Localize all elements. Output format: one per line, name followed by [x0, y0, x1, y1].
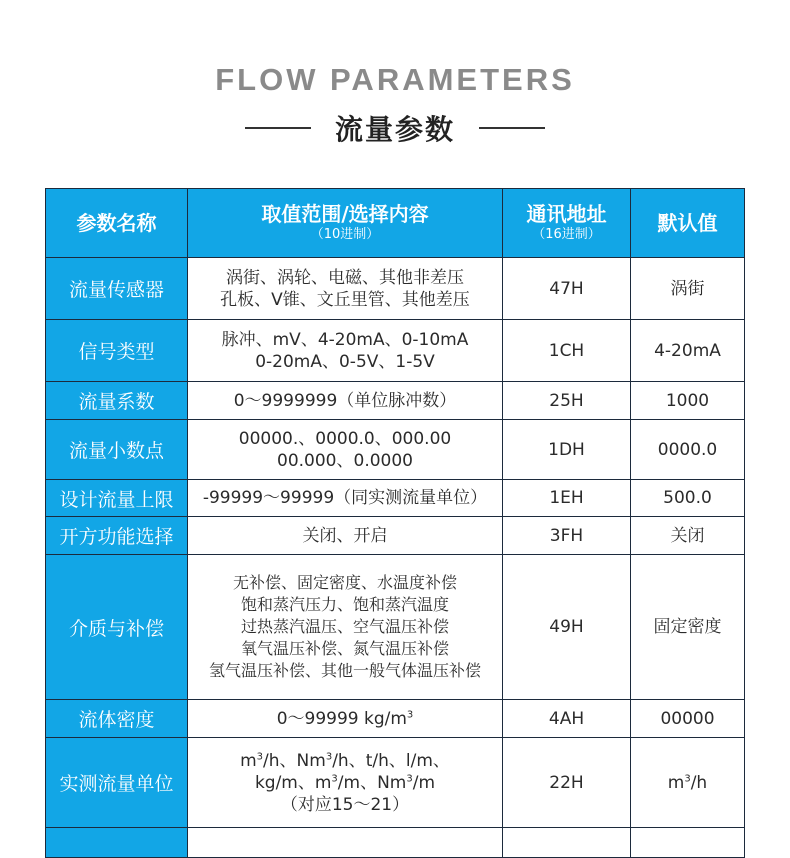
row-name: 信号类型: [46, 320, 188, 382]
row-default: 固定密度: [631, 555, 745, 700]
parameter-table: [45, 188, 745, 858]
row-address: [503, 828, 631, 858]
row-address: 49H: [503, 555, 631, 700]
header-address: 通讯地址 （16进制）: [503, 189, 631, 258]
row-default: 4-20mA: [631, 320, 745, 382]
row-default: 涡街: [631, 258, 745, 320]
table-row: [46, 738, 745, 828]
row-address: 3FH: [503, 517, 631, 555]
header-default: 默认值: [631, 189, 745, 258]
row-range: 00000.、0000.0、000.00 00.000、0.0000: [188, 420, 503, 480]
table-row: [46, 382, 745, 420]
table-row: [46, 320, 745, 382]
table-row-partial: [46, 828, 745, 858]
row-name: 流量小数点: [46, 420, 188, 480]
row-name: 实测流量单位: [46, 738, 188, 828]
row-default: 关闭: [631, 517, 745, 555]
row-range: 脉冲、mV、4-20mA、0-10mA 0-20mA、0-5V、1-5V: [188, 320, 503, 382]
row-name: [46, 828, 188, 858]
table-row: [46, 517, 745, 555]
title-rule-left: [245, 127, 311, 129]
table-row: [46, 420, 745, 480]
row-address: 47H: [503, 258, 631, 320]
table-header-row: [46, 189, 745, 258]
row-default: [631, 828, 745, 858]
row-range: [188, 828, 503, 858]
title-rule-right: [479, 127, 545, 129]
row-range: 涡街、涡轮、电磁、其他非差压 孔板、V锥、文丘里管、其他差压: [188, 258, 503, 320]
title-chinese-row: [0, 106, 790, 150]
header-range-note: （10进制）: [310, 227, 380, 242]
row-range: -99999～99999（同实测流量单位）: [188, 480, 503, 517]
row-range: 关闭、开启: [188, 517, 503, 555]
row-range: 0～9999999（单位脉冲数）: [188, 382, 503, 420]
table-row: [46, 258, 745, 320]
header-address-note: （16进制）: [532, 227, 601, 242]
row-name: 设计流量上限: [46, 480, 188, 517]
row-address: 1DH: [503, 420, 631, 480]
row-name: 开方功能选择: [46, 517, 188, 555]
title-chinese: 流量参数: [334, 113, 455, 146]
row-default: 0000.0: [631, 420, 745, 480]
header-name: 参数名称: [46, 189, 188, 258]
row-address: 4AH: [503, 700, 631, 738]
header-range: 取值范围/选择内容 （10进制）: [188, 189, 503, 258]
row-default: 1000: [631, 382, 745, 420]
row-name: 流量系数: [46, 382, 188, 420]
row-address: 1CH: [503, 320, 631, 382]
row-address: 1EH: [503, 480, 631, 517]
title-english: FLOW PARAMETERS: [215, 62, 575, 97]
row-range: 0～99999 $kg/m^3$: [188, 700, 503, 738]
row-range: $m^3/h$、Nm$^3$/h、t/h、l/m、 kg/m、$m^3/m$、Nm$^3$/m （对应15～21）: [188, 738, 503, 828]
table-row: [46, 555, 745, 700]
row-range: 无补偿、固定密度、水温度补偿 饱和蒸汽压力、饱和蒸汽温度 过热蒸汽温压、空气温压补偿 氧气温压补偿、氮气温压补偿 氢气温压补偿、其他一般气体温压补偿: [188, 555, 503, 700]
table-row: [46, 480, 745, 517]
row-default: 00000: [631, 700, 745, 738]
row-address: 22H: [503, 738, 631, 828]
row-name: 介质与补偿: [46, 555, 188, 700]
row-default: 500.0: [631, 480, 745, 517]
row-address: 25H: [503, 382, 631, 420]
row-name: 流体密度: [46, 700, 188, 738]
row-name: 流量传感器: [46, 258, 188, 320]
row-default: $m^3/h$: [631, 738, 745, 828]
table-row: [46, 700, 745, 738]
